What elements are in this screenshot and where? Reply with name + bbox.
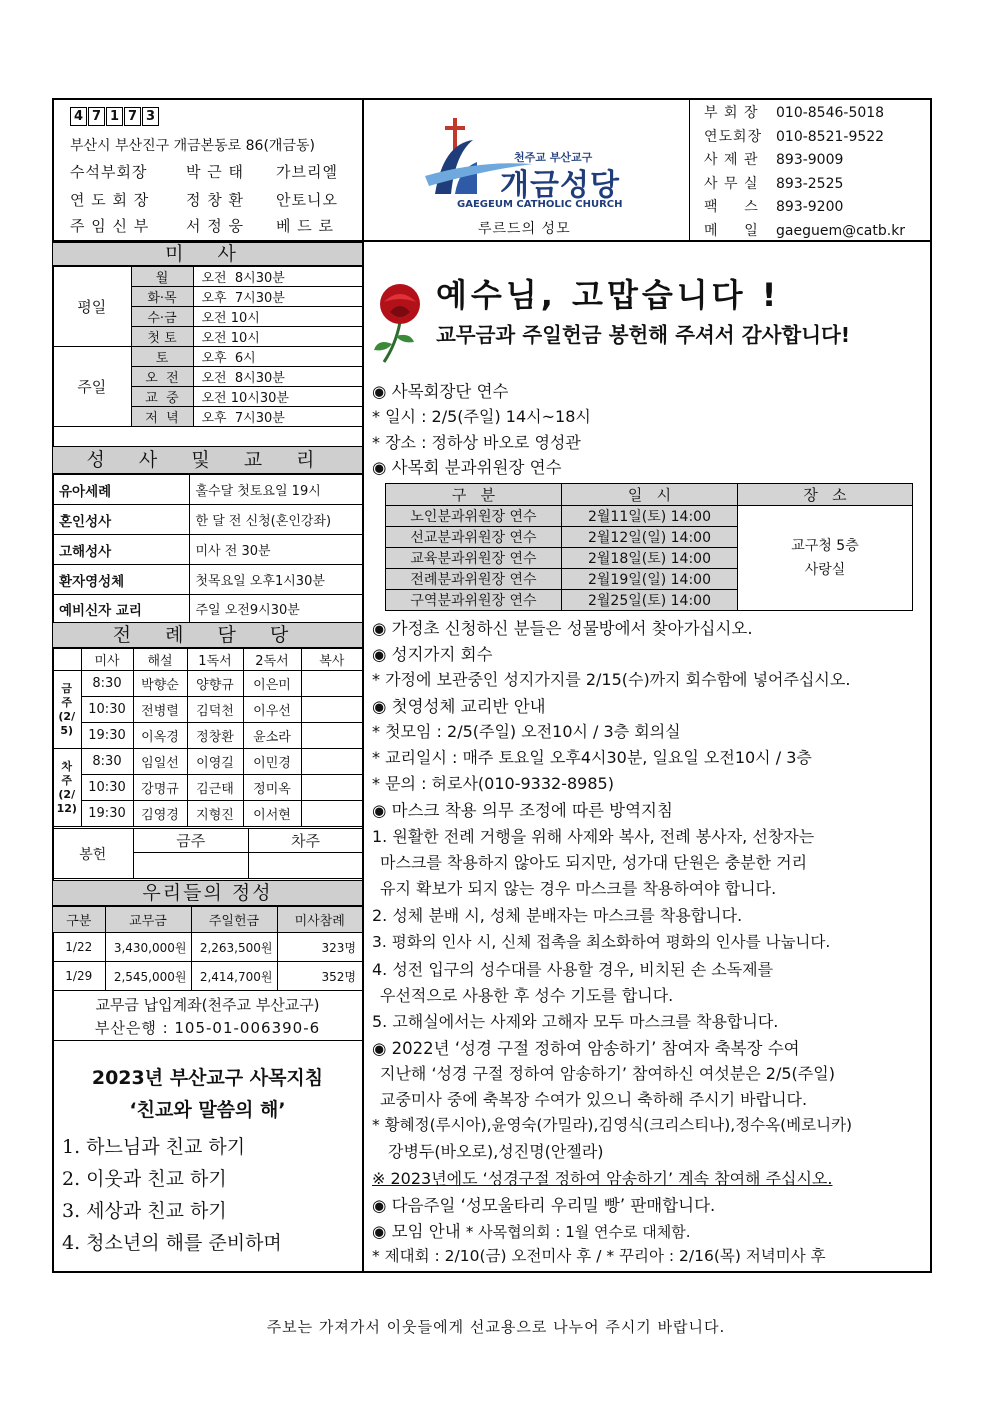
postcode-digit: 3: [142, 107, 159, 126]
mass-time: 오전 8시30분: [193, 267, 362, 287]
committee-cell: 2월25일(토) 14:00: [562, 590, 738, 611]
week-label: 금 주 (2/ 5): [53, 671, 81, 749]
offering-cell: 352명: [277, 962, 362, 991]
mass-time: 오후 7시30분: [193, 407, 362, 427]
person-role: 수석부회장: [70, 163, 148, 181]
thanks-subtitle: 교무금과 주일헌금 봉헌해 주셔서 감사합니다!: [436, 323, 851, 347]
notice-heading: ◉ 가정초 신청하신 분들은 성물방에서 찾아가십시오.: [372, 619, 753, 638]
person-name: 서 정 웅: [186, 217, 245, 235]
mass-table: [53, 266, 362, 427]
liturgy-title: 전 례 담 당: [53, 622, 362, 648]
contact-divider: [689, 99, 690, 241]
flower-table: [53, 828, 362, 879]
notice-line: * 제대회 : 2/10(금) 오전미사 후 / * 꾸리아 : 2/16(목) 저녁미사 후: [372, 1247, 826, 1265]
liturgy-cell: 19:30: [81, 801, 133, 827]
sacrament-name: 환자영성체: [53, 565, 189, 595]
flower-header: 금주: [133, 829, 248, 853]
committee-cell: 선교분과위원장 연수: [386, 527, 562, 548]
flower-header: 차주: [248, 829, 362, 853]
offering-title: 우리들의 정성: [53, 880, 362, 906]
pastoral-item: 4. 청소년의 해를 준비하며: [62, 1232, 282, 1254]
liturgy-cell: 정미옥: [243, 775, 301, 801]
mass-time: 오후 7시30분: [193, 287, 362, 307]
mass-day: 수·금: [131, 307, 193, 327]
notice-line: * 문의 : 허로사(010-9332-8985): [372, 774, 614, 793]
liturgy-cell: 전병렬: [133, 697, 187, 723]
committee-header: 장 소: [738, 484, 913, 506]
contact-list: [704, 102, 905, 244]
liturgy-cell: 이민경: [243, 749, 301, 775]
postcode-digit: 1: [106, 107, 123, 126]
committee-cell: 노인분과위원장 연수: [386, 506, 562, 527]
sacrament-name: 유아세례: [53, 475, 189, 505]
sacraments-title: 성 사 및 교 리: [53, 446, 362, 474]
thanks-title: 예수님, 고맙습니다 !: [436, 276, 781, 314]
account-title: 교무금 납입계좌(천주교 부산교구): [95, 996, 320, 1014]
notice-heading: ※ 2023년에도 ‘성경구절 정하여 암송하기’ 계속 참여해 주십시오.: [372, 1169, 833, 1188]
sacraments-table: [53, 474, 362, 623]
committee-cell: 2월12일(일) 14:00: [562, 527, 738, 548]
week-label: 차 주 (2/ 12): [53, 749, 81, 827]
liturgy-cell: [301, 723, 362, 749]
committee-cell: 구역분과위원장 연수: [386, 590, 562, 611]
notice-heading: ◉ 사목회 분과위원장 연수: [372, 458, 562, 477]
liturgy-cell: [301, 749, 362, 775]
notice-heading: ◉ 2022년 ‘성경 구절 정하여 암송하기’ 참여자 축복장 수여: [372, 1039, 800, 1058]
mass-time: 오전 10시: [193, 327, 362, 347]
liturgy-cell: [301, 671, 362, 697]
sacrament-value: 첫목요일 오후1시30분: [189, 565, 362, 595]
person-role: 연 도 회 장: [70, 191, 150, 209]
notice-heading: ◉ 사목회장단 연수: [372, 382, 509, 401]
postcode-digit: 7: [124, 107, 141, 126]
mass-day: 월: [131, 267, 193, 287]
pastoral-item: 1. 하느님과 친교 하기: [62, 1136, 246, 1158]
notice-line: 마스크를 착용하지 않아도 되지만, 성가대 단원은 충분한 거리: [380, 853, 808, 872]
notice-line: 교중미사 중에 축복장 수여가 있으니 축하해 주시기 바랍니다.: [380, 1090, 808, 1109]
liturgy-cell: 10:30: [81, 697, 133, 723]
liturgy-cell: 김근태: [187, 775, 243, 801]
logo-diocese: 천주교 부산교구: [514, 151, 593, 164]
address: 부산시 부산진구 개금본동로 86(개금동): [70, 138, 315, 154]
offering-cell: 1/22: [53, 933, 105, 962]
committee-cell: 전례분과위원장 연수: [386, 569, 562, 590]
liturgy-table: [53, 648, 362, 827]
offering-cell: 1/29: [53, 962, 105, 991]
notice-line: * 장소 : 정하상 바오로 영성관: [372, 433, 581, 452]
person-saint: 베 드 로: [276, 217, 335, 235]
offering-cell: 2,414,700원: [191, 962, 277, 991]
notice-line: 우선적으로 사용한 후 성수 기도를 합니다.: [380, 986, 674, 1005]
postcode-digit: 4: [70, 107, 87, 126]
contact-row: 연도회장 010-8521-9522: [704, 128, 885, 145]
notice-heading: ◉ 마스크 착용 의무 조정에 따른 방역지침: [372, 801, 673, 820]
mass-day: 오 전: [131, 367, 193, 387]
liturgy-cell: 양향규: [187, 671, 243, 697]
committee-cell: 교육분과위원장 연수: [386, 548, 562, 569]
liturgy-cell: 이은미: [243, 671, 301, 697]
notice-line: * 가정에 보관중인 성지가지를 2/15(수)까지 회수함에 넣어주십시오.: [372, 670, 851, 689]
footer-note: 주보는 가져가서 이웃들에게 선교용으로 나누어 주시기 바랍니다.: [266, 1318, 726, 1336]
pastoral-title: 2023년 부산교구 사목지침: [91, 1067, 324, 1089]
pastoral-subtitle: ‘친교와 말씀의 해’: [129, 1099, 286, 1121]
notice-line: 유지 확보가 되지 않는 경우 마스크를 착용하여야 합니다.: [380, 879, 777, 898]
liturgy-cell: 8:30: [81, 671, 133, 697]
offering-table: [53, 906, 362, 991]
committee-place: 교구청 5층 사랑실: [738, 506, 913, 611]
mass-time: 오후 6시: [193, 347, 362, 367]
notice-line: 5. 고해실에서는 사제와 고해자 모두 마스크를 착용합니다.: [372, 1012, 779, 1031]
liturgy-cell: 19:30: [81, 723, 133, 749]
notice-line: 1. 원활한 전례 거행을 위해 사제와 복사, 전례 봉사자, 선창자는: [372, 827, 815, 846]
committee-cell: 2월18일(토) 14:00: [562, 548, 738, 569]
mass-day: 저 녁: [131, 407, 193, 427]
sacrament-value: 한 달 전 신청(혼인강좌): [189, 505, 362, 535]
liturgy-cell: 이서현: [243, 801, 301, 827]
offering-cell: 323명: [277, 933, 362, 962]
mass-day: 교 중: [131, 387, 193, 407]
notice-heading: ◉ 다음주일 ‘성모울타리 우리밀 빵’ 판매합니다.: [372, 1196, 716, 1215]
sunday-label: 주일: [53, 347, 131, 427]
logo-english: GAEGEUM CATHOLIC CHURCH: [457, 199, 623, 210]
liturgy-cell: 지형진: [187, 801, 243, 827]
notice-heading: ◉ 성지가지 회수: [372, 645, 493, 664]
contact-row: 메 일 gaeguem@catb.kr: [704, 222, 906, 239]
liturgy-header: 해설: [133, 649, 187, 671]
sacrament-name: 예비신자 교리: [53, 595, 189, 623]
contact-row: 팩 스 893-9200: [704, 199, 844, 216]
offering-header: 교무금: [105, 907, 191, 933]
liturgy-cell: 8:30: [81, 749, 133, 775]
offering-header: 미사참례: [277, 907, 362, 933]
liturgy-cell: 이우선: [243, 697, 301, 723]
notice-line: 3. 평화의 인사 시, 신체 접촉을 최소화하여 평화의 인사를 나눕니다.: [372, 933, 831, 951]
committee-table: [385, 483, 913, 611]
liturgy-cell: 강명규: [133, 775, 187, 801]
sacrament-value: 주일 오전9시30분: [189, 595, 362, 623]
logo-name: 개금성당: [500, 168, 620, 203]
pastoral-item: 3. 세상과 친교 하기: [62, 1200, 227, 1222]
notice-line: 4. 성전 입구의 성수대를 사용할 경우, 비치된 손 소독제를: [372, 960, 774, 979]
column-divider: [362, 99, 364, 1272]
committee-cell: 2월19일(일) 14:00: [562, 569, 738, 590]
offering-cell: 2,545,000원: [105, 962, 191, 991]
mass-time: 오전 10시: [193, 307, 362, 327]
liturgy-header: 미사: [81, 649, 133, 671]
liturgy-header: 복사: [301, 649, 362, 671]
logo-patron: 루르드의 성모: [478, 221, 571, 237]
offering-cell: 3,430,000원: [105, 933, 191, 962]
liturgy-cell: [301, 697, 362, 723]
liturgy-cell: 김덕천: [187, 697, 243, 723]
liturgy-cell: 10:30: [81, 775, 133, 801]
rose-icon: [370, 282, 428, 366]
notice-line: 지난해 ‘성경 구절 정하여 암송하기’ 참여하신 여섯분은 2/5(주일): [380, 1064, 835, 1083]
committee-cell: 2월11일(토) 14:00: [562, 506, 738, 527]
notice-heading: ◉ 모임 안내 * 사목협의회 : 1월 연수로 대체함.: [372, 1222, 691, 1241]
liturgy-header: 1독서: [187, 649, 243, 671]
person-role: 주 임 신 부: [70, 217, 150, 235]
liturgy-header: 2독서: [243, 649, 301, 671]
mass-title: 미 사: [53, 242, 362, 266]
offering-header: 구분: [53, 907, 105, 933]
offering-cell: 2,263,500원: [191, 933, 277, 962]
account-number: 부산은행 : 105-01-006390-6: [94, 1019, 321, 1037]
person-saint: 가브리엘: [276, 163, 338, 181]
liturgy-cell: 이영길: [187, 749, 243, 775]
pastoral-item: 2. 이웃과 친교 하기: [62, 1168, 227, 1190]
liturgy-cell: 정창환: [187, 723, 243, 749]
divider: [53, 1040, 362, 1041]
offering-header: 주일헌금: [191, 907, 277, 933]
notice-line: * 교리일시 : 매주 토요일 오후4시30분, 일요일 오전10시 / 3층: [372, 748, 812, 767]
sacrament-name: 혼인성사: [53, 505, 189, 535]
notice-line: 강병두(바오로),성진명(안젤라): [388, 1142, 604, 1161]
mass-day: 화·목: [131, 287, 193, 307]
sacrament-name: 고해성사: [53, 535, 189, 565]
postcode-digit: 7: [88, 107, 105, 126]
liturgy-cell: 김영경: [133, 801, 187, 827]
weekday-label: 평일: [53, 267, 131, 347]
mass-time: 오전 10시30분: [193, 387, 362, 407]
person-name: 박 근 태: [186, 163, 245, 181]
liturgy-cell: [301, 801, 362, 827]
notice-line: * 일시 : 2/5(주일) 14시~18시: [372, 407, 591, 426]
sacrament-value: 홀수달 첫토요일 19시: [189, 475, 362, 505]
liturgy-cell: [301, 775, 362, 801]
mass-time: 오전 8시30분: [193, 367, 362, 387]
contact-row: 사 제 관 893-9009: [704, 152, 844, 169]
sacrament-value: 미사 전 30분: [189, 535, 362, 565]
postcode: [70, 107, 159, 126]
committee-header: 구 분: [386, 484, 562, 506]
person-saint: 안토니오: [276, 191, 338, 209]
mass-day: 첫 토: [131, 327, 193, 347]
committee-header: 일 시: [562, 484, 738, 506]
notice-heading: ◉ 첫영성체 교리반 안내: [372, 697, 546, 716]
person-name: 정 창 환: [186, 191, 245, 209]
notice-line: * 첫모임 : 2/5(주일) 오전10시 / 3층 회의실: [372, 722, 681, 741]
liturgy-cell: 이옥경: [133, 723, 187, 749]
mass-day: 토: [131, 347, 193, 367]
notice-line: * 황혜정(루시아),윤영숙(가밀라),김영식(크리스티나),정수옥(베로니카): [372, 1116, 853, 1134]
contact-row: 부 회 장 010-8546-5018: [704, 105, 885, 121]
notice-line: 2. 성체 분배 시, 성체 분배자는 마스크를 착용합니다.: [372, 906, 743, 925]
flower-label: 봉헌: [53, 829, 133, 879]
liturgy-cell: 박향순: [133, 671, 187, 697]
contact-row: 사 무 실 893-2525: [704, 175, 844, 192]
liturgy-cell: 임일선: [133, 749, 187, 775]
liturgy-cell: 윤소라: [243, 723, 301, 749]
